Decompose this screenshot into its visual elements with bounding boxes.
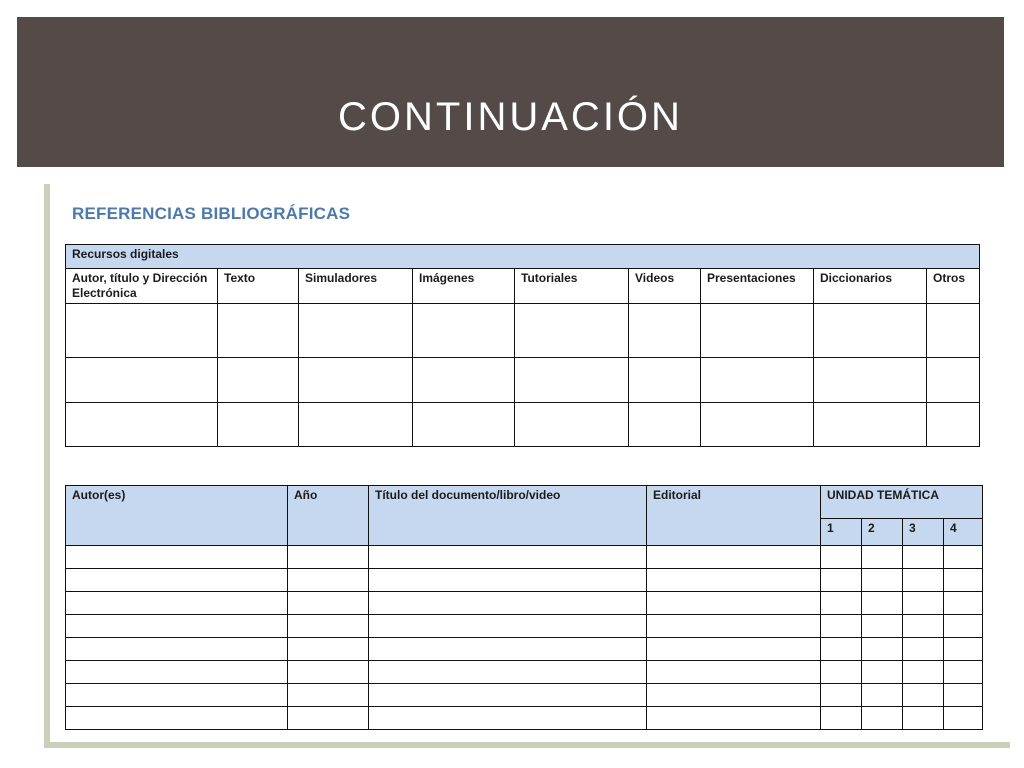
table-cell (814, 304, 927, 358)
table-cell (814, 403, 927, 447)
table-cell (413, 403, 515, 447)
table-cell (288, 592, 369, 615)
column-header: Tutoriales (515, 269, 629, 304)
table-cell (299, 403, 413, 447)
column-header: Autor(es) (66, 486, 288, 546)
table-cell (647, 569, 821, 592)
table-cell (821, 546, 862, 569)
table-cell (927, 403, 980, 447)
table-cell (299, 304, 413, 358)
table-cell (944, 638, 983, 661)
table-cell (821, 684, 862, 707)
column-header: Texto (218, 269, 299, 304)
table-cell (369, 546, 647, 569)
unit-column-header: 3 (903, 519, 944, 546)
table-cell (218, 403, 299, 447)
unit-column-header: 4 (944, 519, 983, 546)
table-cell (413, 304, 515, 358)
document-image (44, 184, 1010, 748)
table-cell (288, 569, 369, 592)
table-cell (369, 684, 647, 707)
table-cell (66, 638, 288, 661)
table-cell (66, 592, 288, 615)
table-cell (288, 707, 369, 730)
table-cell (629, 304, 701, 358)
table-row (66, 661, 983, 684)
table-cell (66, 358, 218, 403)
table-cell (218, 358, 299, 403)
table-row (66, 638, 983, 661)
table-cell (903, 546, 944, 569)
table-cell (647, 638, 821, 661)
table-cell (647, 546, 821, 569)
table-cell (944, 592, 983, 615)
table-cell (629, 403, 701, 447)
table-cell (821, 661, 862, 684)
table-cell (862, 661, 903, 684)
table-row (66, 304, 980, 358)
table-cell (903, 615, 944, 638)
table-cell (862, 707, 903, 730)
table-cell (66, 304, 218, 358)
table-cell (66, 403, 218, 447)
column-header: Simuladores (299, 269, 413, 304)
table-cell (515, 304, 629, 358)
table-row (66, 615, 983, 638)
table-cell (821, 569, 862, 592)
table-cell (944, 569, 983, 592)
column-header: Imágenes (413, 269, 515, 304)
table-cell (701, 358, 814, 403)
table-cell (903, 569, 944, 592)
table-cell (862, 615, 903, 638)
table-cell (862, 638, 903, 661)
table-cell (701, 403, 814, 447)
table-cell (515, 403, 629, 447)
table-cell (369, 661, 647, 684)
table-cell (288, 684, 369, 707)
table-cell (66, 546, 288, 569)
table-cell (66, 661, 288, 684)
table-row (66, 546, 983, 569)
table-cell (629, 358, 701, 403)
table-cell (821, 707, 862, 730)
table-row (66, 684, 983, 707)
table-cell (66, 684, 288, 707)
table-cell (647, 661, 821, 684)
table-cell (944, 615, 983, 638)
table-cell (927, 304, 980, 358)
bibliography-table (65, 485, 983, 730)
slide-title: CONTINUACIÓN (338, 95, 683, 139)
table-cell (218, 304, 299, 358)
column-header: Videos (629, 269, 701, 304)
table-cell (288, 615, 369, 638)
column-header: Editorial (647, 486, 821, 546)
digital-resources-table (65, 244, 980, 447)
table-cell (821, 592, 862, 615)
table-cell (903, 707, 944, 730)
column-header: Autor, título y Dirección Electrónica (66, 269, 218, 304)
column-header: Presentaciones (701, 269, 814, 304)
table-cell (288, 661, 369, 684)
table-cell (66, 569, 288, 592)
table-row (66, 403, 980, 447)
unit-column-header: 1 (821, 519, 862, 546)
table-cell (288, 638, 369, 661)
table-cell (862, 569, 903, 592)
table-cell (903, 661, 944, 684)
table-cell (647, 592, 821, 615)
table-cell (944, 546, 983, 569)
table-row (66, 707, 983, 730)
table-header-row (66, 269, 980, 304)
table-cell (821, 615, 862, 638)
unit-group-header: UNIDAD TEMÁTICA (821, 486, 983, 519)
table-cell (66, 615, 288, 638)
table-row (66, 592, 983, 615)
column-header: Otros (927, 269, 980, 304)
table-cell (647, 707, 821, 730)
table-cell (903, 592, 944, 615)
table-row (66, 358, 980, 403)
title-banner (17, 17, 1004, 167)
table-cell (369, 592, 647, 615)
table-cell (862, 684, 903, 707)
table-cell (647, 615, 821, 638)
table-cell (369, 615, 647, 638)
table-cell (413, 358, 515, 403)
table-cell (701, 304, 814, 358)
section-label: Recursos digitales (66, 245, 980, 269)
document-heading: REFERENCIAS BIBLIOGRÁFICAS (72, 204, 351, 223)
table-cell (927, 358, 980, 403)
table-cell (515, 358, 629, 403)
table-cell (369, 707, 647, 730)
table-row (66, 569, 983, 592)
table-cell (903, 638, 944, 661)
table-cell (944, 707, 983, 730)
column-header: Título del documento/libro/video (369, 486, 647, 546)
table-cell (299, 358, 413, 403)
table-cell (647, 684, 821, 707)
table-cell (944, 661, 983, 684)
table-cell (944, 684, 983, 707)
table-cell (821, 638, 862, 661)
table-cell (862, 546, 903, 569)
table-cell (66, 707, 288, 730)
table-cell (862, 592, 903, 615)
table-cell (369, 638, 647, 661)
column-header: Diccionarios (814, 269, 927, 304)
table-cell (369, 569, 647, 592)
unit-column-header: 2 (862, 519, 903, 546)
column-header: Año (288, 486, 369, 546)
table-cell (288, 546, 369, 569)
table-cell (814, 358, 927, 403)
table-cell (903, 684, 944, 707)
